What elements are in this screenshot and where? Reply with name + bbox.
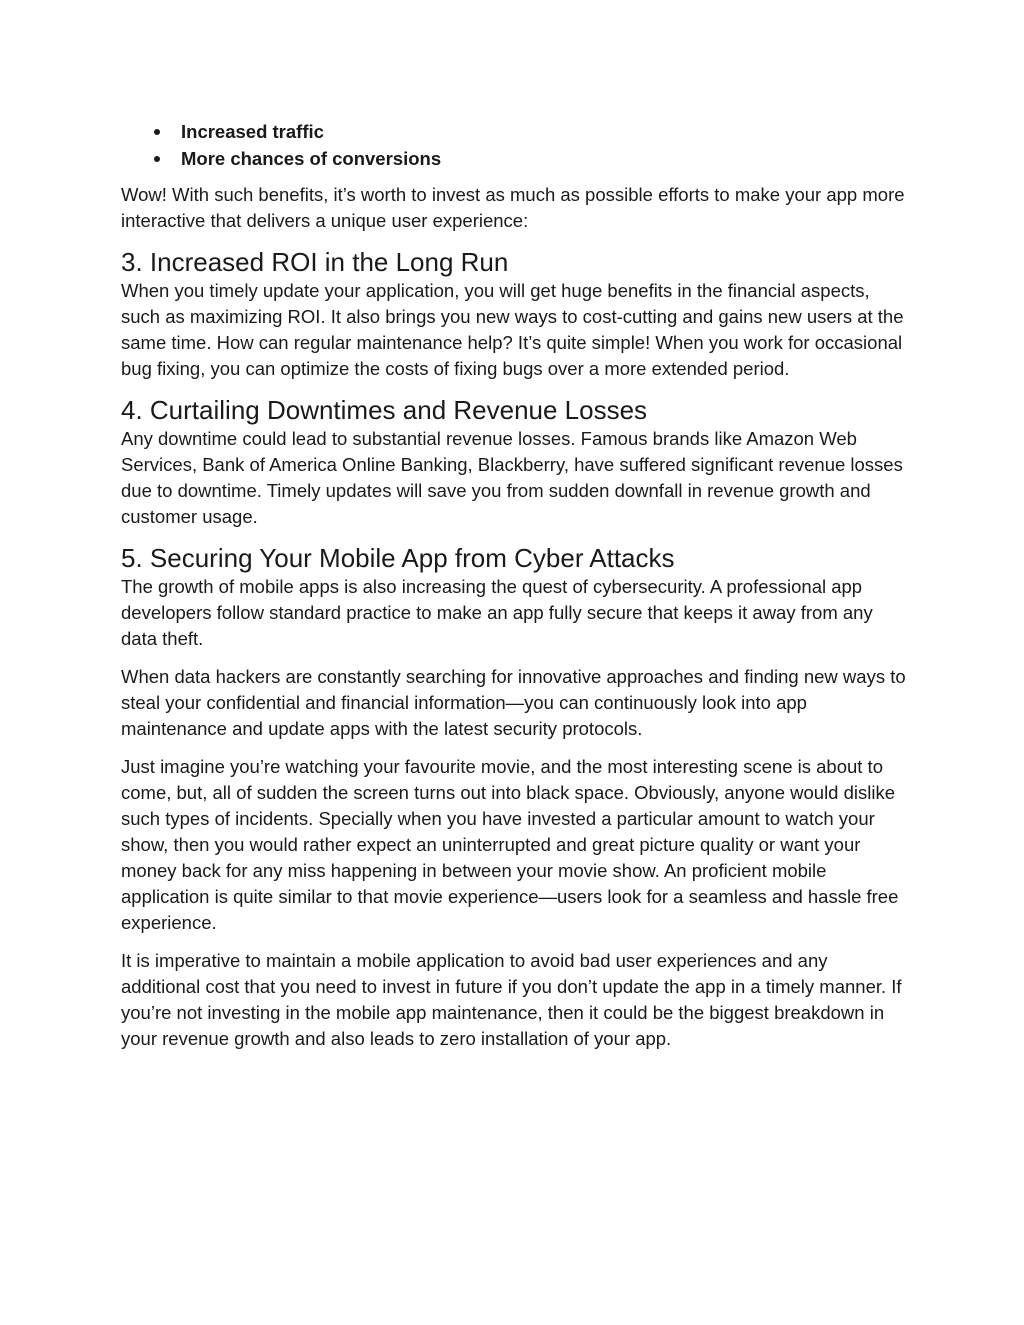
section-paragraph: It is imperative to maintain a mobile application to avoid bad user experiences and any additional cost that you need to invest in future if you don’t update the app in a timely manner. If you’re not investing in the mobile app maintenance, then it could be the biggest breakdown in your revenue growth and also leads to zero installation of your app. [121, 950, 902, 1049]
list-item-text: Increased traffic [181, 121, 324, 142]
bullet-icon [154, 129, 160, 135]
section-paragraph: When you timely update your application, you will get huge benefits in the financial aspects, such as maximizing ROI. It also brings you new ways to cost-cutting and gains new users at the same time. How can regular maintenance help? It’s quite simple! When you work for occasional bug fixing, you can optimize the costs of fixing bugs over a more extended period. [121, 280, 904, 379]
section-heading-security: 5. Securing Your Mobile App from Cyber Attacks [121, 543, 675, 573]
section-paragraph: Just imagine you’re watching your favourite movie, and the most interesting scene is about to come, but, all of sudden the screen turns out into black space. Obviously, anyone would dislike such types of incidents. Specially when you have invested a particular amount to watch your show, then you would rather expect an uninterrupted and great picture quality or want your money back for any miss happening in between your movie show. An proficient mobile application is quite similar to that movie experience—users look for a seamless and hassle free experience. [121, 756, 899, 933]
benefits-list [121, 118, 907, 172]
document-page [121, 118, 907, 1064]
section-paragraph: The growth of mobile apps is also increasing the quest of cybersecurity. A professional app developers follow standard practice to make an app fully secure that keeps it away from any data theft. [121, 576, 873, 649]
section-paragraph: Any downtime could lead to substantial revenue losses. Famous brands like Amazon Web Services, Bank of America Online Banking, Blackberry, have suffered significant revenue losses due to downtime. Timely updates will save you from sudden downfall in revenue growth and customer usage. [121, 428, 903, 527]
section-heading-roi: 3. Increased ROI in the Long Run [121, 247, 509, 277]
list-item [121, 145, 907, 172]
list-item [121, 118, 907, 145]
section-paragraph: When data hackers are constantly searching for innovative approaches and finding new ways to steal your confidential and financial information—you can continuously look into app maintenance and update apps with the latest security protocols. [121, 666, 906, 739]
bullet-icon [154, 156, 160, 162]
intro-paragraph: Wow! With such benefits, it’s worth to invest as much as possible efforts to make your app more interactive that delivers a unique user experience: [121, 184, 905, 231]
section-heading-downtimes: 4. Curtailing Downtimes and Revenue Losses [121, 395, 648, 425]
list-item-text: More chances of conversions [181, 148, 442, 169]
